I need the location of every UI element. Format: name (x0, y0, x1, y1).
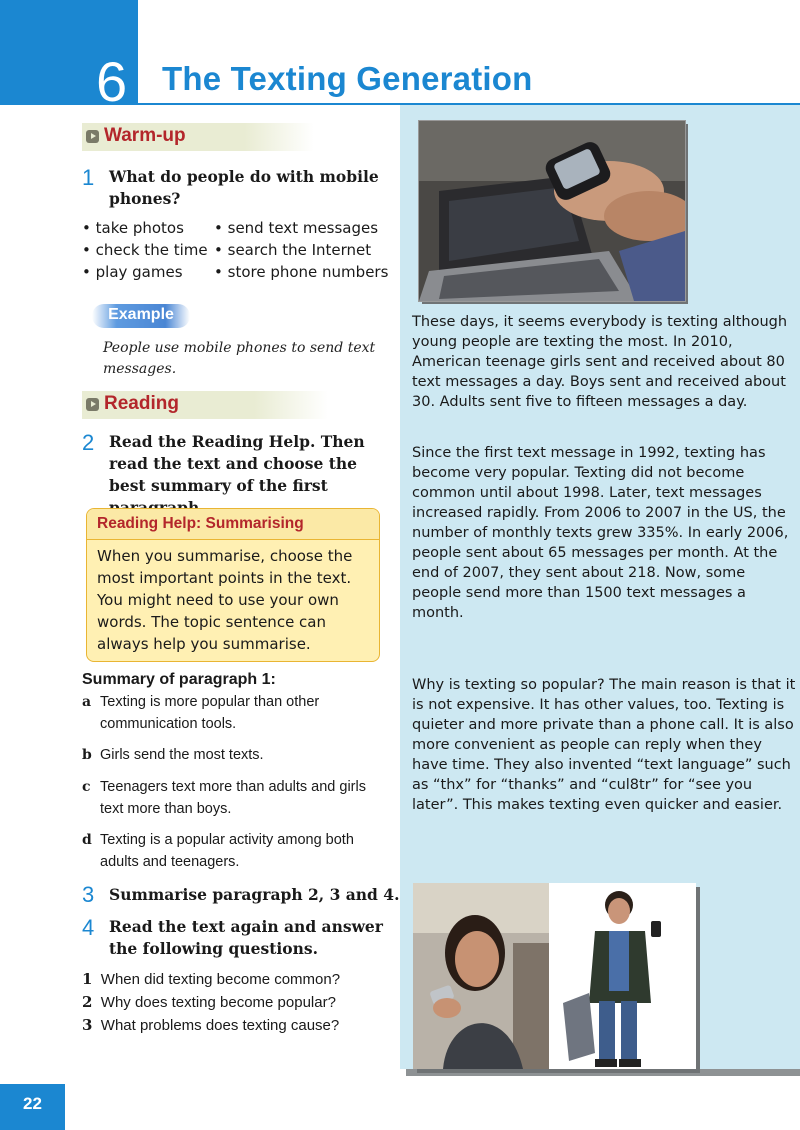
question-text: Read the Reading Help. Then read the text and choose the best summary of the first (109, 432, 365, 495)
list-item: • store phone numbers (214, 263, 389, 281)
question-number: 1 (82, 165, 95, 190)
article-paragraph: Since the first text message in 1992, texting has become very popular. Texting did not become common until about 1998. Later, text messages increased rapidly. From 2006 to 2007 in the US, the number of monthly texts grew 335%. In early 2006, people sent about 65 messages per month. At the end of 2007, they sent about 218. Now, some people send more than 1500 text messages a month. (412, 445, 789, 621)
list-item: 3 What problems does texting cause? (82, 1016, 340, 1034)
option-text: Teenagers text more than adults and girls text more than boys. (100, 779, 366, 817)
photo-teenagers (413, 883, 696, 1069)
page-title: The Texting Generation (162, 60, 533, 97)
option-letter: d (82, 832, 92, 848)
question-number: 4 (82, 915, 95, 940)
activity-list-2 (214, 217, 388, 283)
summary-heading: Summary of paragraph 1: (82, 671, 276, 688)
unit-number: 6 (96, 50, 128, 113)
page-number: 22 (23, 1094, 42, 1113)
list-item: • search the Internet (214, 241, 372, 259)
activity-list-1 (82, 217, 208, 283)
play-icon (86, 130, 99, 143)
section-reading (82, 391, 328, 419)
example-label: Example (108, 306, 174, 323)
option-text: Texting is more popular than other communication tools. (100, 694, 320, 732)
question-text: Summarise paragraph 2, 3 and 4. (109, 885, 400, 904)
question-text: What do people do with mobile phones? (109, 167, 379, 208)
option-letter: c (82, 779, 91, 795)
list-item: 1 When did texting become common? (82, 970, 341, 988)
list-item: 2 Why does texting become popular? (82, 993, 336, 1011)
question-number: 3 (82, 882, 95, 907)
example-text: People use mobile phones to send text messages. (103, 340, 376, 377)
reading-help-title: Reading Help: Summarising (97, 515, 304, 532)
reading-help-text: When you summarise, choose the most important points in the text. You might need to use your own words. The topic sentence can always help you summarise. (97, 547, 353, 653)
photo-texting-hands (418, 120, 686, 302)
list-item: • send text messages (214, 219, 379, 237)
section-warmup (82, 123, 314, 151)
list-item: • play games (82, 263, 183, 281)
option-text: Texting is a popular activity among both adults and teenagers. (100, 832, 354, 870)
article-paragraph: Why is texting so popular? The main reason is that it is not expensive. It has other values, too. Texting is quieter and more private than a phone call. It is also more convenient as people can reply when they have time. They also invented “text language” such as “thx” for “thanks” and “cul8tr” for “see you later”. This makes texting even quicker and easier. (412, 677, 796, 813)
question-text: Read the text again and answer the following questions. (109, 917, 383, 958)
question-number: 2 (82, 430, 95, 455)
list-item: • take photos (82, 219, 184, 237)
option-letter: a (82, 694, 92, 710)
photo-illustration (413, 883, 696, 1069)
option-text: Girls send the most texts. (100, 747, 264, 763)
list-item: • check the time (82, 241, 208, 259)
question-list (82, 968, 340, 1037)
photo-illustration (419, 121, 685, 301)
play-icon (86, 398, 99, 411)
option-letter: b (82, 747, 92, 763)
section-label: Warm-up (104, 125, 186, 146)
article-paragraph: These days, it seems everybody is texting although young people are texting the most. In 2010, American teenage girls sent and received about 80 text messages a day. Boys sent and received about 30. Adults sent five to fifteen messages a day. (412, 314, 788, 410)
section-label: Reading (104, 393, 179, 414)
